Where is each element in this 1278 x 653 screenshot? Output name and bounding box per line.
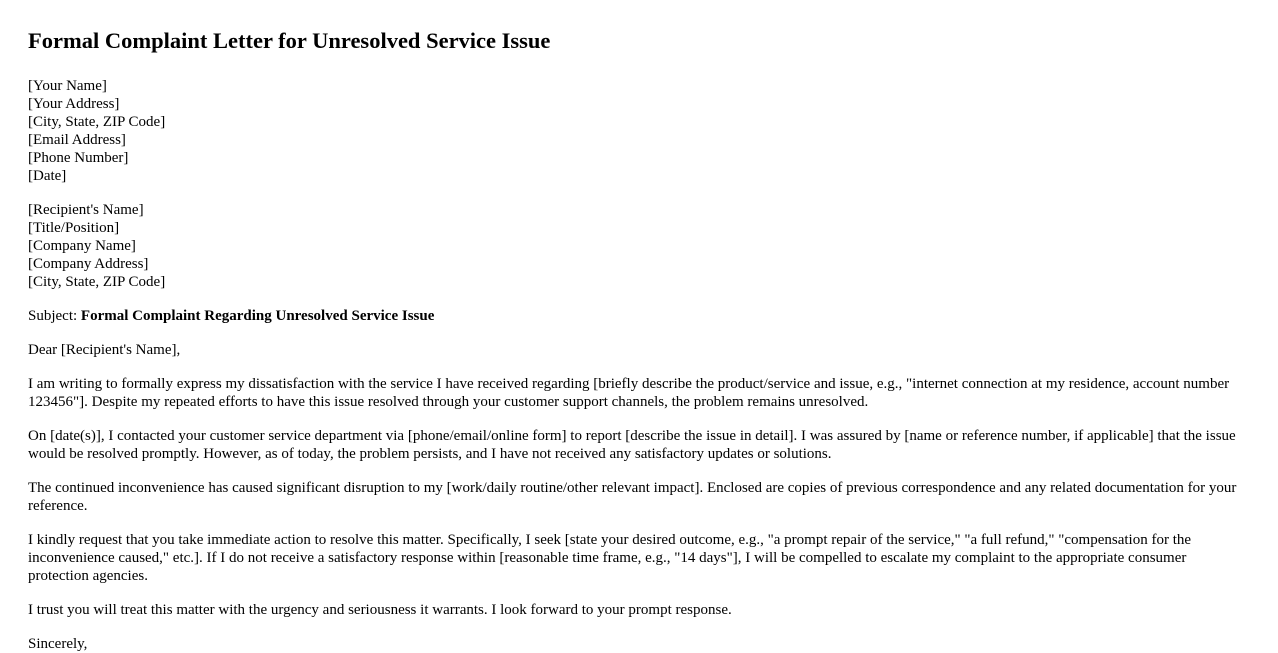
body-paragraph-1: I am writing to formally express my dissatisfaction with the service I have received regarding [briefly describe the product/service and issue, e.g., "internet connection at my residence, account number 123456"]. Despite my repeated efforts to have this issue resolved through your customer support channels, the problem remains unresolved.: [28, 376, 1230, 410]
sender-city-state-zip: [City, State, ZIP Code]: [28, 114, 166, 130]
closing: Sincerely,: [28, 636, 88, 652]
recipient-title: [Title/Position]: [28, 220, 120, 236]
recipient-company: [Company Name]: [28, 238, 136, 254]
recipient-name: [Recipient's Name]: [28, 202, 144, 218]
sender-address-block: [28, 77, 1250, 185]
sender-address: [Your Address]: [28, 96, 120, 112]
body-paragraph-2: On [date(s)], I contacted your customer service department via [phone/email/online form] to report [describe the issue in detail]. I was assured by [name or reference number, if applicable] that the issue would be resolved promptly. However, as of today, the problem persists, and I have not received any satisfactory updates or solutions.: [28, 428, 1236, 462]
subject-line: [28, 307, 1250, 325]
salutation: Dear [Recipient's Name],: [28, 342, 181, 358]
sender-phone: [Phone Number]: [28, 150, 129, 166]
sender-date: [Date]: [28, 168, 67, 184]
sender-name: [Your Name]: [28, 78, 107, 94]
body-paragraph-4: I kindly request that you take immediate action to resolve this matter. Specifically, I seek [state your desired outcome, e.g., "a prompt repair of the service," "a full refund," "compensation for the inconvenience caused," etc.]. If I do not receive a satisfactory response within [reasonable time frame, e.g., "14 days"], I will be compelled to escalate my complaint to the appropriate consumer protection agencies.: [28, 532, 1192, 584]
page-title: Formal Complaint Letter for Unresolved Service Issue: [28, 28, 551, 53]
recipient-company-address: [Company Address]: [28, 256, 149, 272]
subject-text: Formal Complaint Regarding Unresolved Service Issue: [80, 308, 435, 324]
recipient-address-block: [28, 201, 1250, 291]
body-paragraph-3: The continued inconvenience has caused significant disruption to my [work/daily routine/other relevant impact]. Enclosed are copies of previous correspondence and any related documentation for your reference.: [28, 480, 1237, 514]
subject-label: Subject:: [28, 308, 81, 324]
sender-email: [Email Address]: [28, 132, 126, 148]
body-paragraph-5: I trust you will treat this matter with the urgency and seriousness it warrants. I look forward to your prompt response.: [28, 602, 732, 618]
recipient-city-state-zip: [City, State, ZIP Code]: [28, 274, 166, 290]
